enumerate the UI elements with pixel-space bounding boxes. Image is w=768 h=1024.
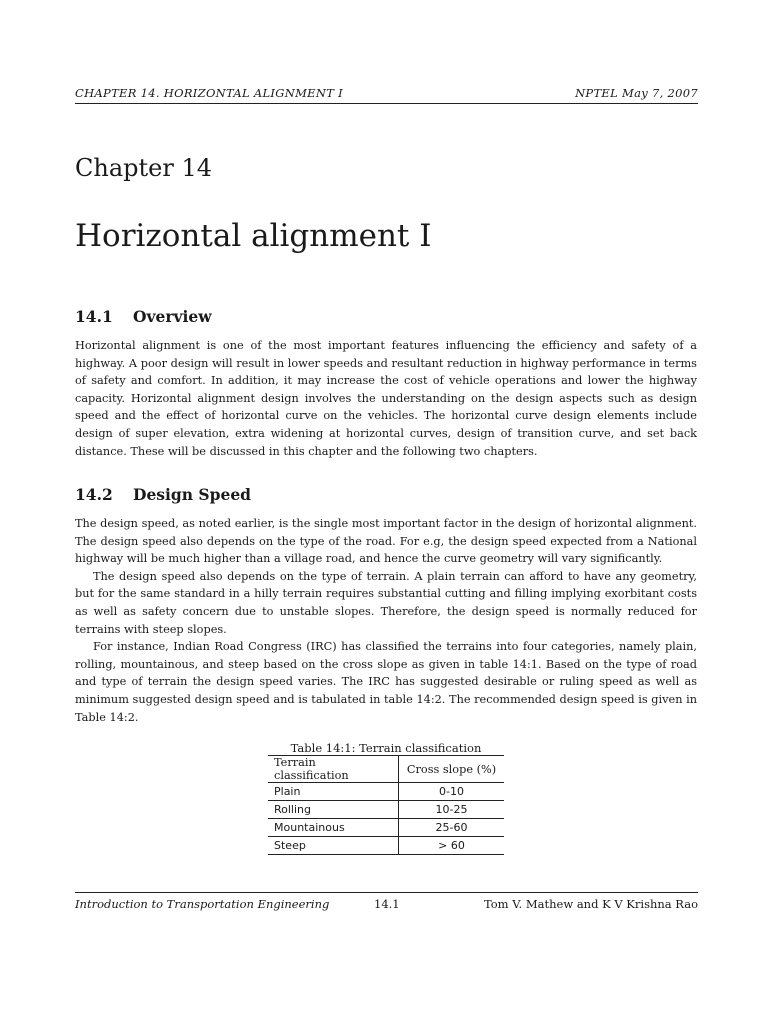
page-footer	[75, 897, 698, 913]
section-heading-design-speed	[75, 485, 251, 504]
column-header: Cross slope (%)	[399, 756, 505, 783]
table-cell: Mountainous	[268, 819, 399, 837]
terrain-table-block	[268, 741, 504, 855]
table-row	[268, 783, 504, 801]
overview-body	[75, 337, 697, 460]
chapter-title: Horizontal alignment I	[75, 218, 432, 254]
design-speed-body	[75, 515, 697, 726]
footer-rule	[75, 892, 698, 893]
table-row	[268, 837, 504, 855]
table-cell: 25-60	[399, 819, 505, 837]
table-row	[268, 801, 504, 819]
paragraph: The design speed also depends on the type of terrain. A plain terrain can afford to have any geometry, but for the same standard in a hilly terrain requires substantial cutting and filling implying exorbitant costs as well as safety concern due to unstable slopes. Therefore, the design speed is normally reduced for terrains with steep slopes.	[75, 569, 697, 636]
table-cell: 0-10	[399, 783, 505, 801]
terrain-classification-table	[268, 755, 504, 855]
table-row	[268, 819, 504, 837]
table-cell: 10-25	[399, 801, 505, 819]
paragraph: Horizontal alignment is one of the most important features influencing the efficiency and safety of a highway. A poor design will result in lower speeds and resultant reduction in highway performance in terms of safety and comfort. In addition, it may increase the cost of vehicle operations and lower the highway capacity. Horizontal alignment design involves the understanding on the design aspects such as design speed and the effect of horizontal curve on the vehicles. The horizontal curve design elements include design of super elevation, extra widening at horizontal curves, design of transition curve, and set back distance. These will be discussed in this chapter and the following two chapters.	[75, 339, 697, 458]
section-number: 14.2	[75, 485, 113, 504]
header-date: NPTEL May 7, 2007	[575, 86, 698, 100]
table-cell: > 60	[399, 837, 505, 855]
section-title: Design Speed	[133, 485, 252, 504]
paragraph: The design speed, as noted earlier, is the single most important factor in the design of horizontal alignment. The design speed also depends on the type of the road. For e.g, the design speed expected from a National highway will be much higher than a village road, and hence the curve geometry will vary significantly.	[75, 517, 697, 566]
section-title: Overview	[133, 307, 212, 326]
footer-book-title: Introduction to Transportation Engineering	[75, 897, 330, 911]
footer-authors: Tom V. Mathew and K V Krishna Rao	[483, 897, 698, 911]
header-rule	[75, 103, 698, 104]
table-cell: Rolling	[268, 801, 399, 819]
header-chapter: CHAPTER 14. HORIZONTAL ALIGNMENT I	[75, 86, 344, 100]
page-number: 14.1	[374, 897, 400, 911]
column-header: Terrain classification	[268, 756, 399, 783]
section-number: 14.1	[75, 307, 113, 326]
table-caption: Table 14:1: Terrain classification	[290, 741, 482, 755]
table-cell: Plain	[268, 783, 399, 801]
table-header-row	[268, 756, 504, 783]
chapter-label: Chapter 14	[75, 154, 212, 182]
table-cell: Steep	[268, 837, 399, 855]
paragraph: For instance, Indian Road Congress (IRC) has classified the terrains into four categories, namely plain, rolling, mountainous, and steep based on the cross slope as given in table 14:1. Based on the type of road and type of terrain the design speed varies. The IRC has suggested desirable or ruling speed as well as minimum suggested design speed and is tabulated in table 14:2. The recommended design speed is given in Table 14:2.	[75, 640, 697, 724]
section-heading-overview	[75, 307, 212, 326]
running-header	[75, 86, 698, 104]
